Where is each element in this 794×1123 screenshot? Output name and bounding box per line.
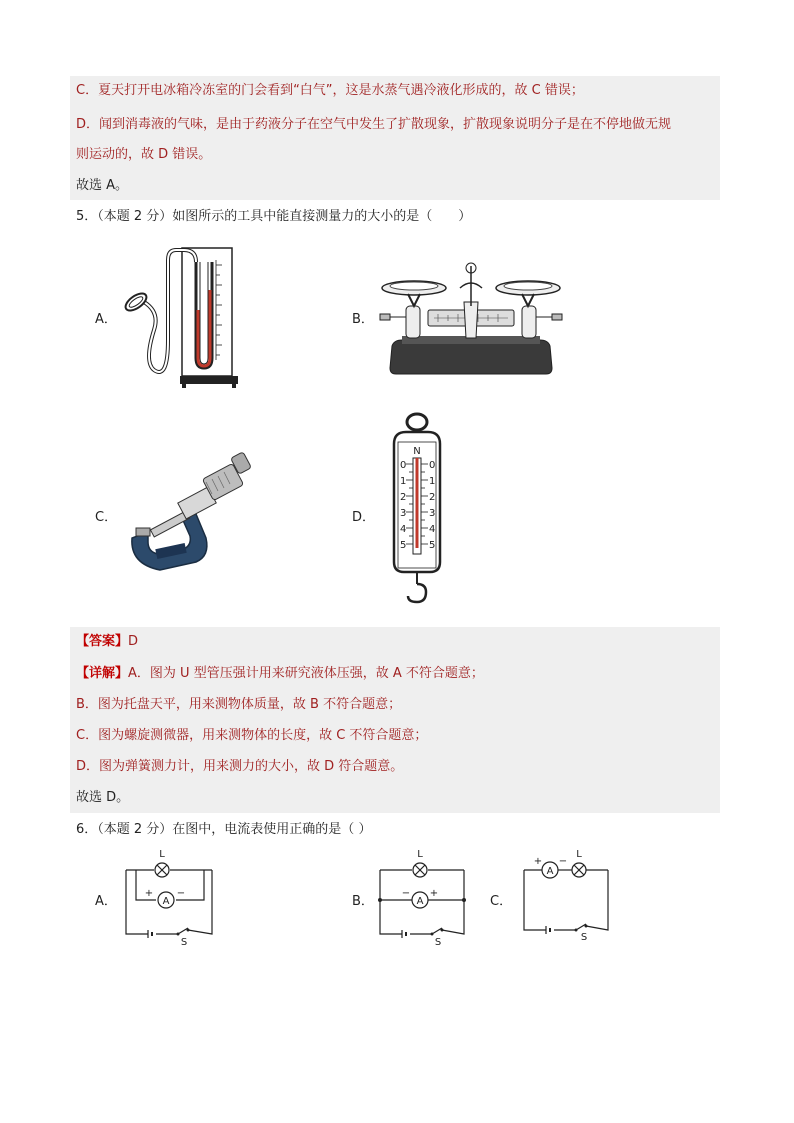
u-tube-manometer-figure [118, 240, 244, 390]
scale-right-3: 3 [429, 508, 436, 519]
q5-detail-b: B．图为托盘天平，用来测物体质量，故 B 不符合题意； [76, 697, 402, 712]
q5-answer-block [70, 627, 720, 813]
circuit-c-figure [520, 848, 616, 944]
circuit-b-plus: + [429, 888, 439, 899]
spring-scale-figure [388, 412, 446, 612]
circuit-a-lamp-label: L [159, 849, 165, 860]
scale-left-0: 0 [400, 460, 407, 471]
scale-left-1: 1 [400, 476, 407, 487]
detail-tag: 【详解】 [76, 666, 129, 681]
circuit-b-lamp-label: L [417, 849, 423, 860]
circuit-a-plus: + [144, 888, 154, 899]
scale-right-1: 1 [429, 476, 436, 487]
q6-option-b-label: B． [352, 894, 374, 909]
circuit-b-figure [376, 848, 472, 948]
q5-detail-a [76, 666, 484, 682]
q5-stem: 5．（本题 2 分）如图所示的工具中能直接测量力的大小的是（ ） [76, 209, 472, 224]
q6-option-a-label: A． [95, 894, 117, 909]
scale-right-0: 0 [429, 460, 436, 471]
q5-option-c-label: C． [95, 510, 118, 525]
q5-conclusion: 故选 D。 [76, 790, 130, 805]
scale-right-2: 2 [429, 492, 436, 503]
tray-balance-figure [378, 258, 564, 378]
scale-left-4: 4 [400, 524, 407, 535]
circuit-a-ammeter-label: A [162, 896, 170, 907]
q6-option-c-label: C． [490, 894, 513, 909]
scale-right-5: 5 [429, 540, 436, 551]
scale-left-5: 5 [400, 540, 407, 551]
q5-option-d-label: D． [352, 510, 376, 525]
circuit-c-switch-label: S [580, 932, 588, 943]
circuit-c-minus: − [558, 856, 568, 867]
micrometer-figure [126, 446, 252, 576]
answer-value: D [128, 634, 139, 649]
prev-answer-line-d1: D．闻到消毒液的气味，是由于药液分子在空气中发生了扩散现象，扩散现象说明分子是在不停地做无规 [76, 117, 672, 132]
prev-answer-conclusion: 故选 A。 [76, 178, 129, 193]
q5-answer [76, 634, 138, 650]
detail-a-text: A．图为 U 型管压强计用来研究液体压强，故 A 不符合题意； [128, 666, 484, 681]
q5-detail-c: C．图为螺旋测微器，用来测物体的长度，故 C 不符合题意； [76, 728, 428, 743]
answer-tag: 【答案】 [76, 634, 129, 649]
q5-option-b-label: B． [352, 312, 374, 327]
prev-answer-line-d2: 则运动的，故 D 错误。 [76, 147, 212, 162]
q5-detail-d: D．图为弹簧测力计，用来测力的大小，故 D 符合题意。 [76, 759, 404, 774]
circuit-a-switch-label: S [180, 937, 188, 948]
spring-scale-unit: N [413, 446, 421, 457]
circuit-a-minus: − [176, 888, 186, 899]
circuit-a-figure [122, 848, 218, 948]
circuit-b-ammeter-label: A [416, 896, 424, 907]
q5-option-a-label: A． [95, 312, 117, 327]
circuit-b-switch-label: S [434, 937, 442, 948]
scale-right-4: 4 [429, 524, 436, 535]
circuit-c-ammeter-label: A [546, 866, 554, 877]
circuit-c-plus: + [533, 856, 543, 867]
q6-stem: 6．（本题 2 分）在图中，电流表使用正确的是（ ） [76, 822, 372, 837]
scale-left-3: 3 [400, 508, 407, 519]
circuit-b-minus: − [401, 888, 411, 899]
scale-left-2: 2 [400, 492, 407, 503]
prev-answer-line-c: C．夏天打开电冰箱冷冻室的门会看到“白气”，这是水蒸气遇冷液化形成的，故 C 错误； [76, 83, 584, 98]
circuit-c-lamp-label: L [576, 849, 582, 860]
